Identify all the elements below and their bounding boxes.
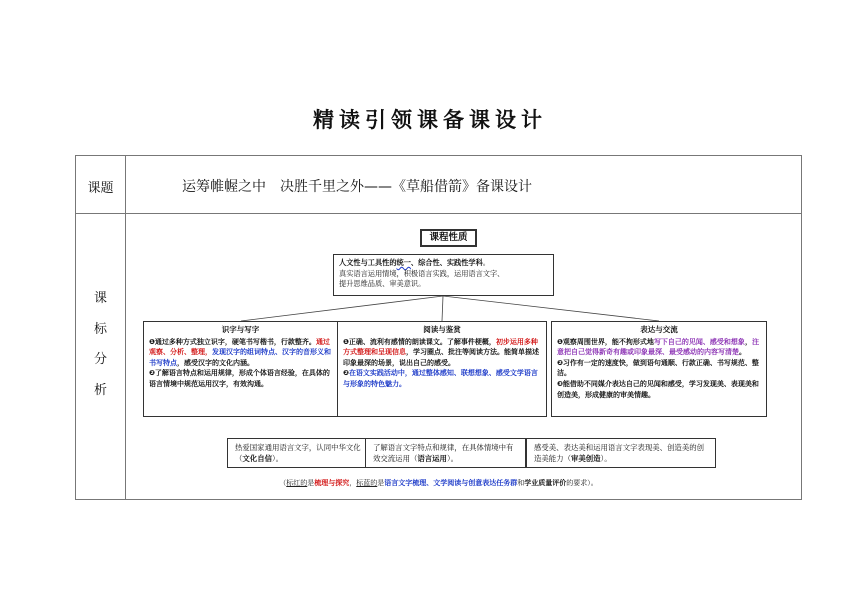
text-run: 学业质量评价: [524, 479, 567, 487]
connector-right: [443, 296, 659, 321]
literacy-item-1: [149, 337, 332, 369]
text-run: 在语文实践活动中，通过整体感知、联想想象、感受文学语言与形象的特色魅力。: [343, 369, 538, 388]
text-run: 写下自己的见闻、感受和想象: [653, 337, 745, 346]
text-run: 是: [307, 479, 315, 487]
expression-item-3: ❸能借助不同媒介表达自己的见闻和感受，学习发现美、表现美和创造美，形成健康的审美情趣。: [557, 379, 759, 399]
reading-appreciation-title: 阅读与鉴赏: [423, 325, 461, 334]
literacy-writing-title: 识字与写字: [221, 325, 260, 334]
text-run: ❶通过多种方式独立识字，硬笔书写楷书，行款整齐。: [149, 337, 316, 346]
text-run: （: [279, 479, 287, 487]
label-char: 分: [93, 352, 107, 367]
text-run: ，感受汉字的文化内涵。: [177, 358, 254, 367]
course-nature-box: [333, 254, 554, 296]
text-run: 语言文字梳理、文学阅读与创意表达任务群: [384, 479, 518, 487]
text-run: ，: [349, 479, 357, 487]
reading-item-1: [343, 337, 541, 369]
root-text: 人文性与工具性的: [339, 258, 397, 267]
root-text: 、综合性、实践性学科: [410, 258, 483, 267]
text-run: 了解语言文字特点和规律，在具体情境中有效交流运用（: [373, 443, 514, 463]
label-char: 课: [93, 291, 107, 306]
literacy-item-2: ❷了解语言特点和运用规律，形成个体语言经验，在具体的语言情境中规范运用汉字，有效沟通。: [149, 369, 330, 388]
text-run: 通过观察、分析、整理，: [149, 337, 330, 357]
color-legend-note: [76, 478, 801, 488]
text-run: ❶正确、流利有感情的朗读课文。了解事件梗概，: [343, 337, 496, 346]
connector-middle: [442, 296, 443, 321]
text-run: 发现汉字的组词特点、汉字的音形义和书写特点: [149, 348, 331, 367]
cultural-confidence-box: [227, 438, 371, 468]
expression-communication-box: [551, 321, 767, 417]
text-run: 感受美、表达美和运用语言文字表现美、创造美的创造美能力（: [534, 443, 704, 463]
text-run: ❶观察周围世界，能不拘形式地: [557, 337, 654, 346]
reading-item-2: [343, 368, 541, 389]
text-run: ）。: [600, 454, 612, 463]
expression-communication-title: 表达与交流: [640, 325, 678, 334]
lesson-table: [75, 155, 802, 500]
root-text: 统一: [396, 258, 411, 267]
literacy-writing-box: [143, 321, 338, 417]
text-run: 的要求）。: [566, 479, 598, 487]
text-run: 初步运用多种方式整理和呈现信息: [343, 337, 538, 357]
expression-item-2: ❷习作有一定的速度快，做到语句通顺、行款正确、书写规范、整洁。: [557, 358, 759, 378]
text-run: ❷: [343, 369, 349, 378]
expression-item-1: [557, 337, 761, 358]
text-run: 和: [517, 479, 525, 487]
connector-left: [241, 296, 443, 321]
language-use-box: [365, 438, 526, 468]
root-line-1: [339, 258, 548, 269]
label-char: 析: [93, 382, 107, 398]
page-title: 精读引领课备课设计: [313, 108, 547, 132]
text-run: ）。: [271, 454, 284, 463]
text-run: ，: [744, 337, 752, 346]
root-text: 。: [482, 258, 490, 267]
root-line-3: 提升思维品质、审美意识。: [339, 279, 426, 288]
reading-appreciation-box: [337, 321, 547, 417]
text-run: 是: [377, 479, 385, 487]
text-run: 标蓝的: [356, 479, 378, 487]
text-run: 热爱国家通用语言文字，认同中华文化（: [235, 443, 361, 463]
label-char: 标: [93, 321, 107, 337]
topic-text: 运筹帷幄之中 决胜千里之外——《草船借箭》备课设计: [182, 179, 532, 195]
competency-term: 审美创造: [570, 454, 601, 463]
topic-label: 课题: [87, 181, 114, 196]
root-line-2: 真实语言运用情境，积极语言实践，运用语言文字、: [339, 268, 505, 278]
text-run: ）。: [446, 454, 459, 463]
text-run: 注意把自己觉得新奇有趣或印象最深、最受感动的内容写清楚: [557, 337, 759, 357]
text-run: 梳理与探究: [314, 479, 350, 487]
aesthetic-creation-box: [526, 438, 716, 468]
text-run: 标红的: [286, 479, 308, 487]
course-nature-title: 课程性质: [420, 229, 477, 247]
competency-term: 文化自信: [242, 454, 272, 463]
text-run: 。: [739, 348, 746, 357]
text-run: ，学习圈点、批注等阅读方法。能简单描述印象最深的场景，说出自己的感受。: [343, 348, 539, 367]
competency-term: 语言运用: [417, 454, 447, 463]
